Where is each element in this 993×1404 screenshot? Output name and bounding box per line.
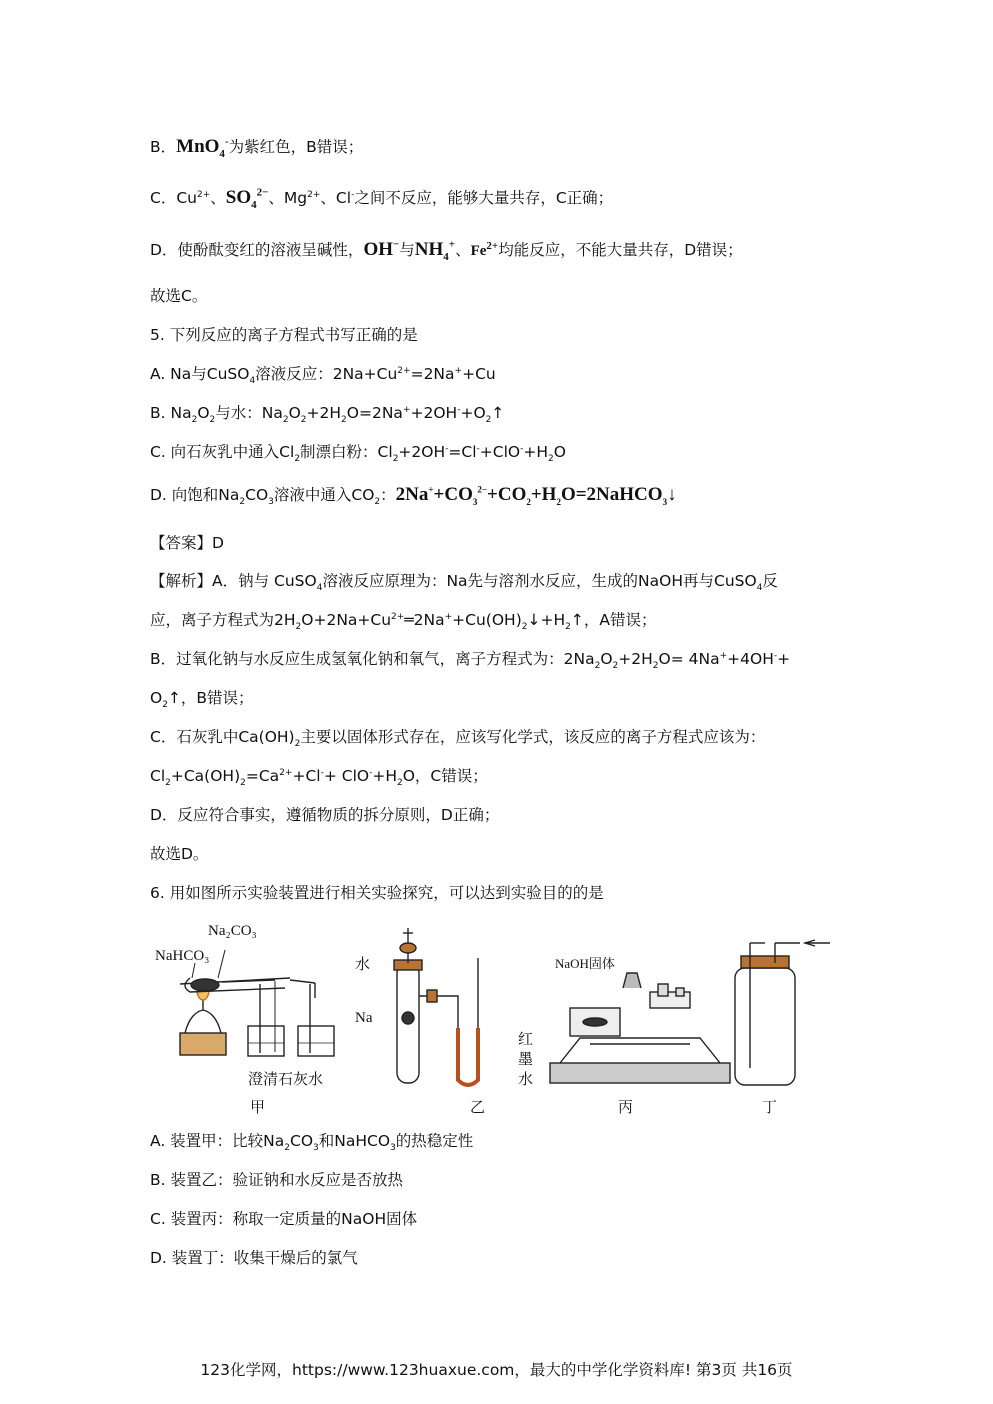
question-6: 6. 用如图所示实验装置进行相关实验探究，可以达到实验目的的是 [150, 884, 604, 902]
label-jia: 甲 [250, 1100, 266, 1116]
q5-option-c: C. 向石灰乳中通入$Cl_2$制漂白粉：$Cl_2+2OH^-=Cl^-+ClO^-+H_2O$ [150, 443, 566, 465]
label-yi: 乙 [470, 1100, 486, 1116]
label-na: Na [355, 1010, 373, 1026]
answer: 【答案】D [150, 534, 224, 552]
q6-option-a: A. 装置甲：比较$Na_2CO_3$和NaHCO$_3$的热稳定性 [150, 1132, 474, 1154]
line-c: C．$Cu^{2+}$、$SO_4^{2-}$、$Mg^{2+}$、Cl-之间不反应，能够大量共存，C正确； [150, 186, 614, 211]
explain-1: 【解析】A．钠与 CuSO$_4$溶液反应原理为：Na先与溶剂水反应，生成的NaOH再与CuSO$_4$反 [150, 572, 778, 594]
q6-option-b: B. 装置乙：验证钠和水反应是否放热 [150, 1171, 403, 1189]
line-b: B．MnO$_4$-为紫红色，B错误； [150, 135, 364, 160]
label-na2co3: Na₂CO₃ [208, 923, 257, 939]
select-c: 故选C。 [150, 287, 208, 305]
q6-option-c: C. 装置丙：称取一定质量的NaOH固体 [150, 1210, 418, 1228]
question-5: 5. 下列反应的离子方程式书写正确的是 [150, 326, 418, 344]
explain-7: D．反应符合事实，遵循物质的拆分原则，D正确； [150, 806, 500, 824]
select-d: 故选D。 [150, 845, 209, 863]
explain-2: 应，离子方程式为$2H_2O+2Na+Cu^{2+}═2Na^++Cu(OH)_2↓+H_2↑$，A错误； [150, 611, 657, 633]
explain-3: B．过氧化钠与水反应生成氢氧化钠和氧气，离子方程式为：$2Na_2O_2+2H_2O= 4Na^++4OH^-+$ [150, 650, 791, 672]
label-redink-1: 红 [518, 1032, 534, 1048]
label-naoh: NaOH固体 [555, 956, 615, 971]
explain-4: $O_2↑$，B错误； [150, 689, 254, 711]
q5-option-d: D. 向饱和$Na_2CO_3$溶液中通入$CO_2$：$2Na^++CO_3^{2-}+CO_2+H_2O=2NaHCO_3↓$ [150, 484, 677, 508]
q6-option-d: D. 装置丁：收集干燥后的氯气 [150, 1249, 358, 1267]
label-bing: 丙 [618, 1100, 634, 1116]
page-footer: 123化学网，https://www.123huaxue.com，最大的中学化学资料库! 第3页 共16页 [200, 1361, 793, 1379]
label-ding: 丁 [762, 1100, 778, 1116]
apparatus-figure [150, 918, 840, 1118]
explain-5: C．石灰乳中$Ca(OH)_2$主要以固体形式存在，应该写化学式，该反应的离子方程式应该为： [150, 728, 766, 750]
label-redink-2: 墨 [518, 1052, 534, 1068]
label-limewater: 澄清石灰水 [248, 1072, 324, 1088]
label-water: 水 [355, 957, 371, 973]
label-redink-3: 水 [518, 1072, 534, 1088]
explain-6: $Cl_2+Ca(OH)_2=Ca^{2+}+Cl^-+ ClO^-+H_2O$，C错误； [150, 767, 488, 789]
q5-option-a: A. Na与CuSO$_4$溶液反应：$2Na+Cu^{2+}=2Na^++Cu$ [150, 365, 496, 387]
q5-option-b: B. $Na_2O_2$与水：$Na_2O_2+2H_2O=2Na^++2OH^-+O_2↑$ [150, 404, 505, 426]
label-nahco3: NaHCO₃ [155, 948, 210, 964]
line-d: D．使酚酞变红的溶液呈碱性，OH−与$NH_4^+$、$Fe^{2+}$均能反应，不能大量共存，D错误； [150, 238, 743, 263]
